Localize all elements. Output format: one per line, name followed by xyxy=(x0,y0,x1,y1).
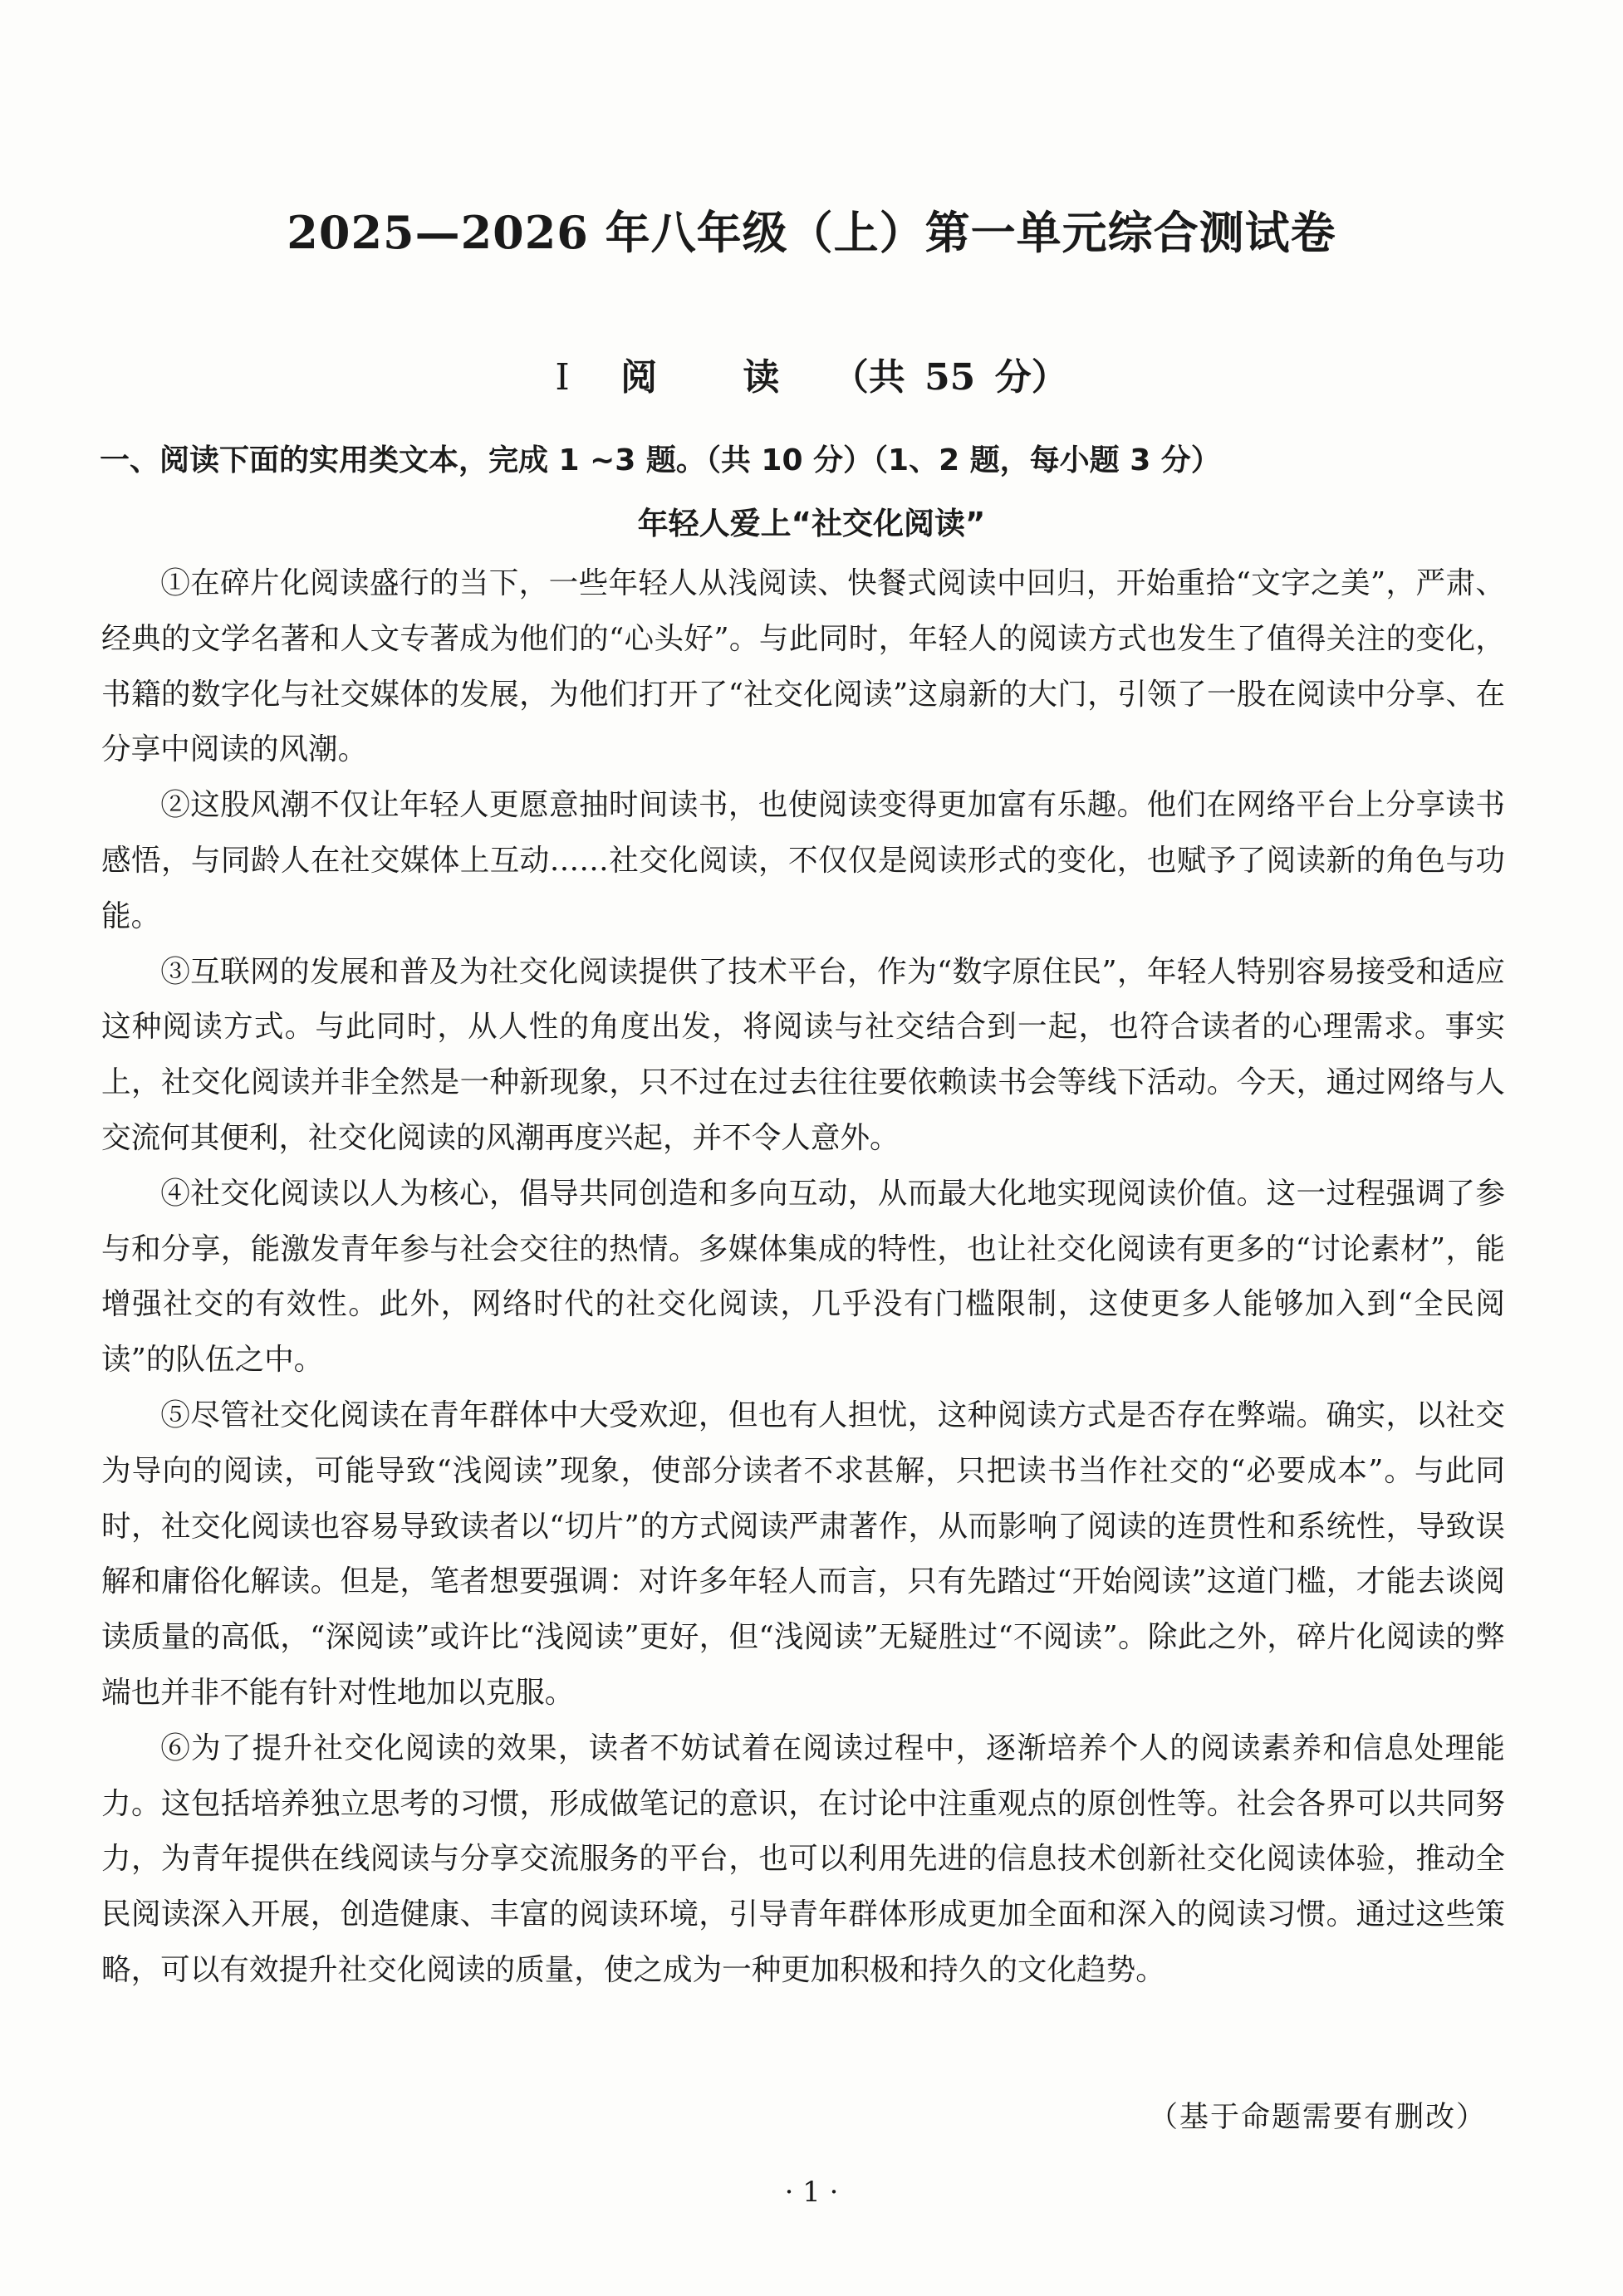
section-name: 阅 读 xyxy=(620,356,813,399)
article-paragraph-1: ①在碎片化阅读盛行的当下，一些年轻人从浅阅读、快餐式阅读中回归，开始重拾“文字之美”，严肃、经典的文学名著和人文专著成为他们的“心头好”。与此同时，年轻人的阅读方式也发生了值得关注的变化，书籍的数字化与社交媒体的发展，为他们打开了“社交化阅读”这扇新的大门，引领了一股在阅读中分享、在分享中阅读的风潮。 xyxy=(101,566,1505,767)
exam-title: 2025—2026 年八年级（上）第一单元综合测试卷 xyxy=(287,206,1336,259)
question-instruction: 一、阅读下面的实用类文本，完成 1 ~3 题。（共 10 分）（1、2 题，每小题 3 分） xyxy=(100,443,1221,477)
article-paragraph-4: ④社交化阅读以人为核心，倡导共同创造和多向互动，从而最大化地实现阅读价值。这一过程强调了参与和分享，能激发青年参与社会交往的热情。多媒体集成的特性，也让社交化阅读有更多的“讨论素材”，能增强社交的有效性。此外，网络时代的社交化阅读，几乎没有门槛限制，这使更多人能够加入到“全民阅读”的队伍之中。 xyxy=(101,1176,1505,1378)
section-numeral: I xyxy=(555,356,570,399)
section-score: （共 55 分） xyxy=(831,356,1068,399)
article-body xyxy=(101,556,1505,1999)
page-number: · 1 · xyxy=(784,2176,839,2209)
source-note: （基于命题需要有删改） xyxy=(1148,2101,1487,2134)
section-title xyxy=(0,347,1623,400)
article-title: 年轻人爱上“社交化阅读” xyxy=(637,506,986,541)
article-paragraph-2: ②这股风潮不仅让年轻人更愿意抽时间读书，也使阅读变得更加富有乐趣。他们在网络平台上分享读书感悟，与同龄人在社交媒体上互动……社交化阅读，不仅仅是阅读形式的变化，也赋予了阅读新的角色与功能。 xyxy=(101,788,1505,933)
article-paragraph-6: ⑥为了提升社交化阅读的效果，读者不妨试着在阅读过程中，逐渐培养个人的阅读素养和信息处理能力。这包括培养独立思考的习惯，形成做笔记的意识，在讨论中注重观点的原创性等。社会各界可以共同努力，为青年提供在线阅读与分享交流服务的平台，也可以利用先进的信息技术创新社交化阅读体验，推动全民阅读深入开展，创造健康、丰富的阅读环境，引导青年群体形成更加全面和深入的阅读习惯。通过这些策略，可以有效提升社交化阅读的质量，使之成为一种更加积极和持久的文化趋势。 xyxy=(101,1731,1505,1987)
article-paragraph-3: ③互联网的发展和普及为社交化阅读提供了技术平台，作为“数字原住民”，年轻人特别容易接受和适应这种阅读方式。与此同时，从人性的角度出发，将阅读与社交结合到一起，也符合读者的心理需求。事实上，社交化阅读并非全然是一种新现象，只不过在过去往往要依赖读书会等线下活动。今天，通过网络与人交流何其便利，社交化阅读的风潮再度兴起，并不令人意外。 xyxy=(101,954,1505,1155)
article-paragraph-5: ⑤尽管社交化阅读在青年群体中大受欢迎，但也有人担忧，这种阅读方式是否存在弊端。确实，以社交为导向的阅读，可能导致“浅阅读”现象，使部分读者不求甚解，只把读书当作社交的“必要成本”。与此同时，社交化阅读也容易导致读者以“切片”的方式阅读严肃著作，从而影响了阅读的连贯性和系统性，导致误解和庸俗化解读。但是，笔者想要强调：对许多年轻人而言，只有先踏过“开始阅读”这道门槛，才能去谈阅读质量的高低，“深阅读”或许比“浅阅读”更好，但“浅阅读”无疑胜过“不阅读”。除此之外，碎片化阅读的弊端也并非不能有针对性地加以克服。 xyxy=(101,1398,1505,1710)
